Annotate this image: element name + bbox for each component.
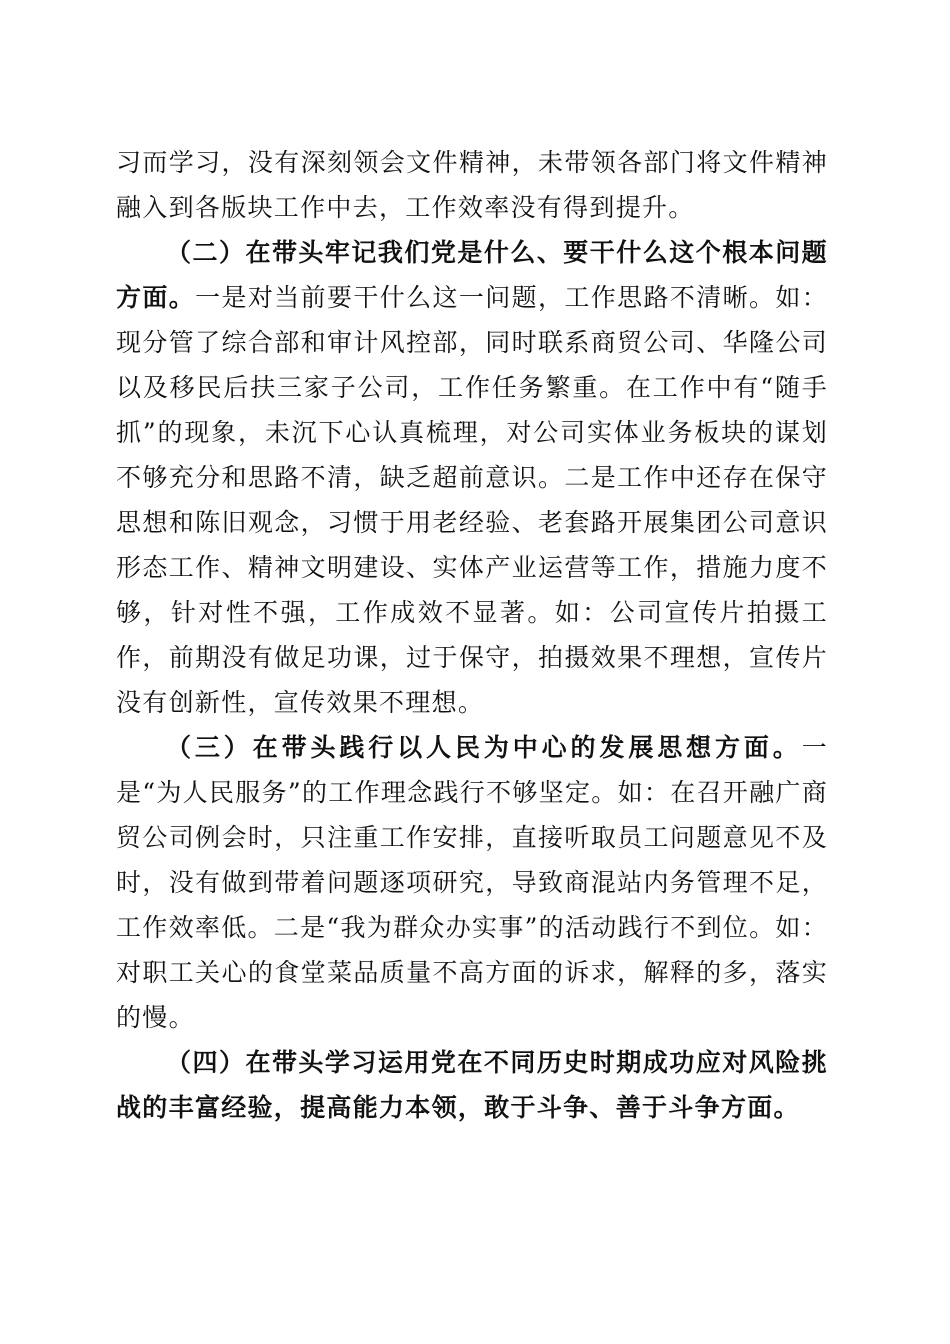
section-heading: （四）在带头学习运用党在不同历史时期成功应对风险挑战的丰富经验，提高能力本领，敢于斗争、善于斗争方面。	[116, 1048, 828, 1122]
paragraph-section-2	[116, 230, 828, 725]
paragraph-body: 一是“为人民服务”的工作理念践行不够坚定。如：在召开融广商贸公司例会时，只注重工作安排，直接听取员工问题意见不及时，没有做到带着问题逐项研究，导致商混站内务管理不足，工作效率低。二是“我为群众办实事”的活动践行不到位。如：对职工关心的食堂菜品质量不高方面的诉求，解释的多，落实的慢。	[116, 733, 828, 1032]
paragraph-section-4	[116, 1040, 828, 1130]
paragraph-continuation	[116, 140, 828, 230]
paragraph-body: 习而学习，没有深刻领会文件精神，未带领各部门将文件精神融入到各版块工作中去，工作效率没有得到提升。	[116, 148, 828, 222]
section-heading: （三）在带头践行以人民为中心的发展思想方面。	[166, 733, 802, 762]
paragraph-body: 一是对当前要干什么这一问题，工作思路不清晰。如：现分管了综合部和审计风控部，同时联系商贸公司、华隆公司以及移民后扶三家子公司，工作任务繁重。在工作中有“随手抓”的现象，未沉下心认真梳理，对公司实体业务板块的谋划不够充分和思路不清，缺乏超前意识。二是工作中还存在保守思想和陈旧观念，习惯于用老经验、老套路开展集团公司意识形态工作、精神文明建设、实体产业运营等工作，措施力度不够，针对性不强，工作成效不显著。如：公司宣传片拍摄工作，前期没有做足功课，过于保守，拍摄效果不理想，宣传片没有创新性，宣传效果不理想。	[116, 283, 828, 717]
paragraph-section-3	[116, 725, 828, 1040]
section-heading: （二）在带头牢记我们党是什么、要干什么这个根本问题方面。	[116, 238, 828, 312]
document-body	[116, 140, 828, 1130]
